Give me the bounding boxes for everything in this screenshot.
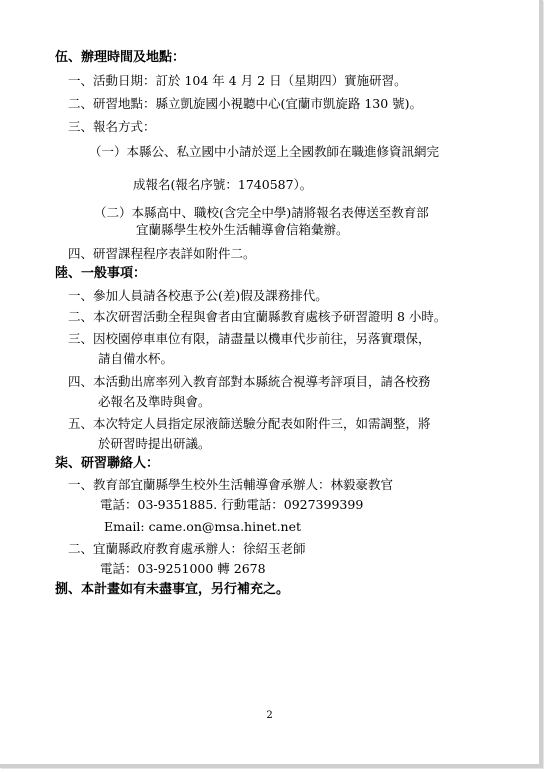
- section-6-heading: 陸、一般事項：: [55, 266, 147, 281]
- s7-contact-2: 二、宜蘭縣政府教育處承辦人：徐紹玉老師: [68, 541, 306, 556]
- s5-sub-1-line2: 成報名(報名序號：1740587）。: [133, 177, 313, 192]
- s5-item-schedule: 四、研習課程程序表詳如附件二。: [68, 246, 256, 261]
- s6-item-5-line2: 於研習時提出研議。: [98, 436, 211, 451]
- s6-item-3-line1: 三、因校園停車車位有限，請盡量以機車代步前往，另落實環保，: [68, 331, 431, 346]
- s7-contact-2-phone: 電話：03-9251000 轉 2678: [100, 561, 266, 576]
- s6-item-2: 二、本次研習活動全程與會者由宜蘭縣教育處核予研習證明 8 小時。: [68, 309, 447, 324]
- s7-contact-1: 一、教育部宜蘭縣學生校外生活輔導會承辦人：林毅豪教官: [68, 477, 394, 492]
- s6-item-3-line2: 請自備水杯。: [98, 351, 174, 366]
- s6-item-5-line1: 五、本次特定人員指定尿液篩送驗分配表如附件三，如需調整，將: [68, 416, 431, 431]
- s5-sub-2-line2: 宜蘭縣學生校外生活輔導會信箱彙辦。: [136, 222, 349, 237]
- s7-contact-1-email: Email: came.on@msa.hinet.net: [104, 519, 302, 534]
- s5-sub-2-line1: （二）本縣高中、職校(含完全中學)請將報名表傳送至教育部: [94, 205, 429, 220]
- s6-item-1: 一、參加人員請各校惠予公(差)假及課務排代。: [68, 288, 328, 303]
- s5-item-date: 一、活動日期：訂於 104 年 4 月 2 日（星期四）實施研習。: [68, 73, 407, 88]
- s5-sub-1-line1: （一）本縣公、私立國中小請於逕上全國教師在職進修資訊網完: [89, 144, 440, 159]
- section-7-heading: 柒、研習聯絡人：: [55, 456, 160, 471]
- s7-contact-1-phone: 電話：03-9351885. 行動電話：0927399399: [100, 497, 364, 512]
- s6-item-4-line1: 四、本活動出席率列入教育部對本縣統合視導考評項目，請各校務: [68, 374, 431, 389]
- section-5-heading: 伍、辦理時間及地點：: [55, 50, 186, 65]
- s6-item-4-line2: 必報名及準時與會。: [98, 394, 211, 409]
- s5-item-location: 二、研習地點：縣立凱旋國小視聽中心(宜蘭市凱旋路 130 號)。: [68, 96, 423, 111]
- page-number: 2: [266, 710, 273, 721]
- s5-item-registration: 三、報名方式：: [68, 119, 156, 134]
- section-8-heading: 捌、本計畫如有未盡事宜，另行補充之。: [55, 582, 290, 597]
